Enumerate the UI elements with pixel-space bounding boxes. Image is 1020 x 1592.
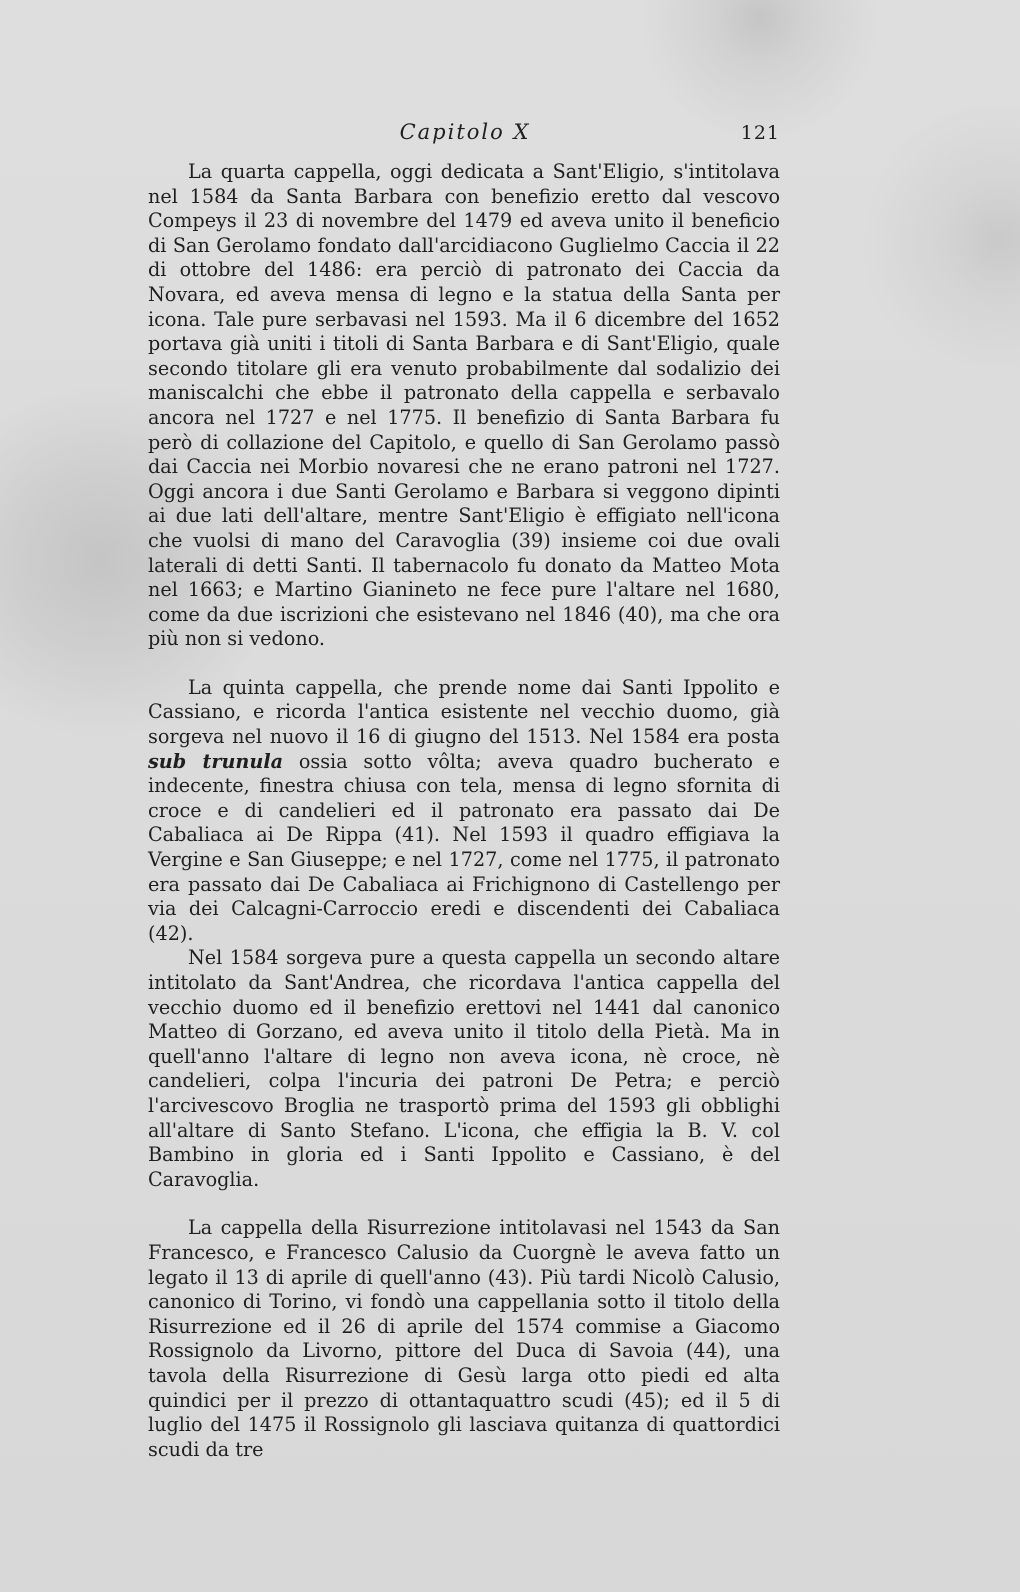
page-number: 121 xyxy=(740,122,780,144)
paragraph-risurrezione: La cappella della Risurrezione intitolavasi nel 1543 da San Francesco, e Francesco Calusio da Cuorgnè le aveva fatto un legato il 13 di aprile di quell'anno (43). Più tardi Nicolò Calusio, canonico di Torino, vi fondò una cappellania sotto il titolo della Risurrezione ed il 26 di aprile del 1574 commise a Giacomo Rossignolo da Livorno, pittore del Duca di Savoia (44), una tavola della Risurrezione di Gesù larga otto piedi ed alta quindici per il prezzo di ottantaquattro scudi (45); ed il 5 di luglio del 1475 il Rossignolo gli lasciava quitanza di quattordici scudi da tre xyxy=(148,1216,780,1461)
paragraph-quinta-cappella xyxy=(148,676,780,947)
paragraph-sant-andrea: Nel 1584 sorgeva pure a questa cappella un secondo altare intitolato da Sant'Andrea, che ricordava l'antica cappella del vecchio duomo ed il benefizio erettovi nel 1441 dal canonico Matteo di Gorzano, ed aveva unito il titolo della Pietà. Ma in quell'anno l'altare di legno non aveva icona, nè croce, nè candelieri, colpa l'incuria dei patroni De Petra; e perciò l'arcivescovo Broglia ne trasportò prima del 1593 gli obblighi all'altare di Santo Stefano. L'icona, che effigia la B. V. col Bambino in gloria ed i Santi Ippolito e Cassiano, è del Caravoglia. xyxy=(148,946,780,1191)
page-header xyxy=(150,120,780,146)
body-text xyxy=(148,160,780,1462)
paragraph-quarta-cappella: La quarta cappella, oggi dedicata a Sant'Eligio, s'intitolava nel 1584 da Santa Barbara con benefizio eretto dal vescovo Compeys il 23 di novembre del 1479 ed aveva unito il beneficio di San Gerolamo fondato dall'arcidiacono Guglielmo Caccia il 22 di ottobre del 1486: era perciò di patronato dei Caccia da Novara, ed aveva mensa di legno e la statua della Santa per icona. Tale pure serbavasi nel 1593. Ma il 6 dicembre del 1652 portava già uniti i titoli di Santa Barbara e di Sant'Eligio, quale secondo titolare gli era venuto probabilmente dal sodalizio dei maniscalchi che ebbe il patronato della cappella e serbavalo ancora nel 1727 e nel 1775. Il benefizio di Santa Barbara fu però di collazione del Capitolo, e quello di San Gerolamo passò dai Caccia nei Morbio novaresi che ne erano patroni nel 1727. Oggi ancora i due Santi Gerolamo e Barbara si veggono dipinti ai due lati dell'altare, mentre Sant'Eligio è effigiato nell'icona che vuolsi di mano del Caravoglia (39) insieme coi due ovali laterali di detti Santi. Il tabernacolo fu donato da Matteo Mota nel 1663; e Martino Gianineto ne fece pure l'altare nel 1680, come da due iscrizioni che esistevano nel 1846 (40), ma che ora più non si vedono. xyxy=(148,160,780,651)
italic-phrase: sub trunula xyxy=(148,749,284,773)
paragraph-text-before-italic: La quinta cappella, che prende nome dai Santi Ippolito e Cassiano, e ricorda l'antica esistente nel vecchio duomo, già sorgeva nel nuovo il 16 di giugno del 1513. Nel 1584 era posta xyxy=(148,675,780,749)
paragraph-text-after-italic: ossia sotto vôlta; aveva quadro bucherato e indecente, finestra chiusa con tela, mensa di legno sfornita di croce e di candelieri ed il patronato era passato dai De Cabaliaca ai De Rippa (41). Nel 1593 il quadro effigiava la Vergine e San Giuseppe; e nel 1727, come nel 1775, il patronato era passato dai De Cabaliaca ai Frichignono di Castellengo per via dei Calcagni-Carroccio eredi e discendenti dei Cabaliaca (42). xyxy=(148,749,781,945)
running-title: Capitolo X xyxy=(399,120,531,144)
